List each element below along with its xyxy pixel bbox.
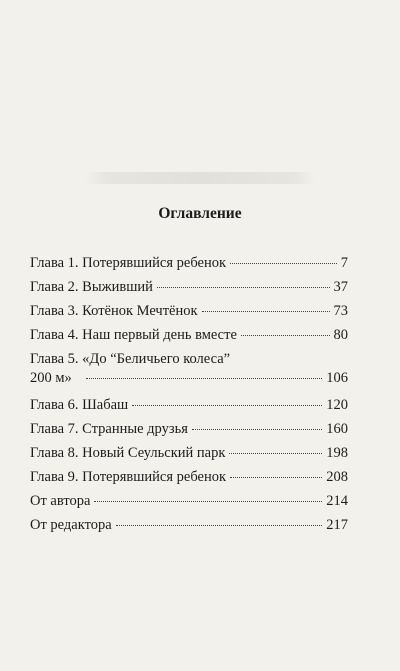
dot-leader <box>157 286 330 288</box>
page-number: 217 <box>326 517 348 533</box>
entry-title: Глава 5. «До “Беличьего колеса” <box>30 351 231 367</box>
dot-leader <box>229 452 322 454</box>
entry-title: От редактора <box>30 517 112 533</box>
toc-entry-11 <box>30 517 348 537</box>
entry-title: Глава 4. Наш первый день вместе <box>30 327 237 343</box>
page-number: 7 <box>340 255 348 271</box>
entry-title: Глава 9. Потерявшийся ребенок <box>30 469 227 485</box>
dot-leader <box>192 428 322 430</box>
dot-leader <box>132 404 322 406</box>
bleed-through-text <box>84 172 316 184</box>
toc-entry-1 <box>30 255 348 275</box>
dot-leader <box>241 334 330 336</box>
page-number: 120 <box>326 397 348 413</box>
toc-entry-5-page-line <box>82 370 348 390</box>
entry-title: От автора <box>30 493 91 509</box>
dot-leader <box>116 524 323 526</box>
toc-entry-8 <box>30 445 348 465</box>
page-number: 208 <box>326 469 348 485</box>
page-number: 214 <box>326 493 348 509</box>
page-number: 73 <box>333 303 348 319</box>
page-number: 80 <box>333 327 348 343</box>
page-number: 37 <box>333 279 348 295</box>
toc-title: Оглавление <box>158 205 242 222</box>
toc-entry-3 <box>30 303 348 323</box>
entry-title-continued: 200 м» <box>30 370 72 386</box>
entry-title: Глава 2. Выживший <box>30 279 153 295</box>
dot-leader <box>94 500 322 502</box>
entry-title: Глава 8. Новый Сеульский парк <box>30 445 226 461</box>
dot-leader <box>230 476 322 478</box>
dot-leader <box>86 377 322 379</box>
toc-entry-2 <box>30 279 348 299</box>
dot-leader <box>230 262 337 264</box>
dot-leader <box>202 310 330 312</box>
entry-title: Глава 1. Потерявшийся ребенок <box>30 255 227 271</box>
toc-entry-7 <box>30 421 348 441</box>
page-number: 198 <box>326 445 348 461</box>
toc-entry-4 <box>30 327 348 347</box>
entry-title: Глава 6. Шабаш <box>30 397 129 413</box>
toc-entry-10 <box>30 493 348 513</box>
toc-entry-9 <box>30 469 348 489</box>
entry-title: Глава 7. Странные друзья <box>30 421 188 437</box>
entry-title: Глава 3. Котёнок Мечтёнок <box>30 303 198 319</box>
page-number: 160 <box>326 421 348 437</box>
page-number: 106 <box>326 370 348 386</box>
toc-entry-6 <box>30 397 348 417</box>
